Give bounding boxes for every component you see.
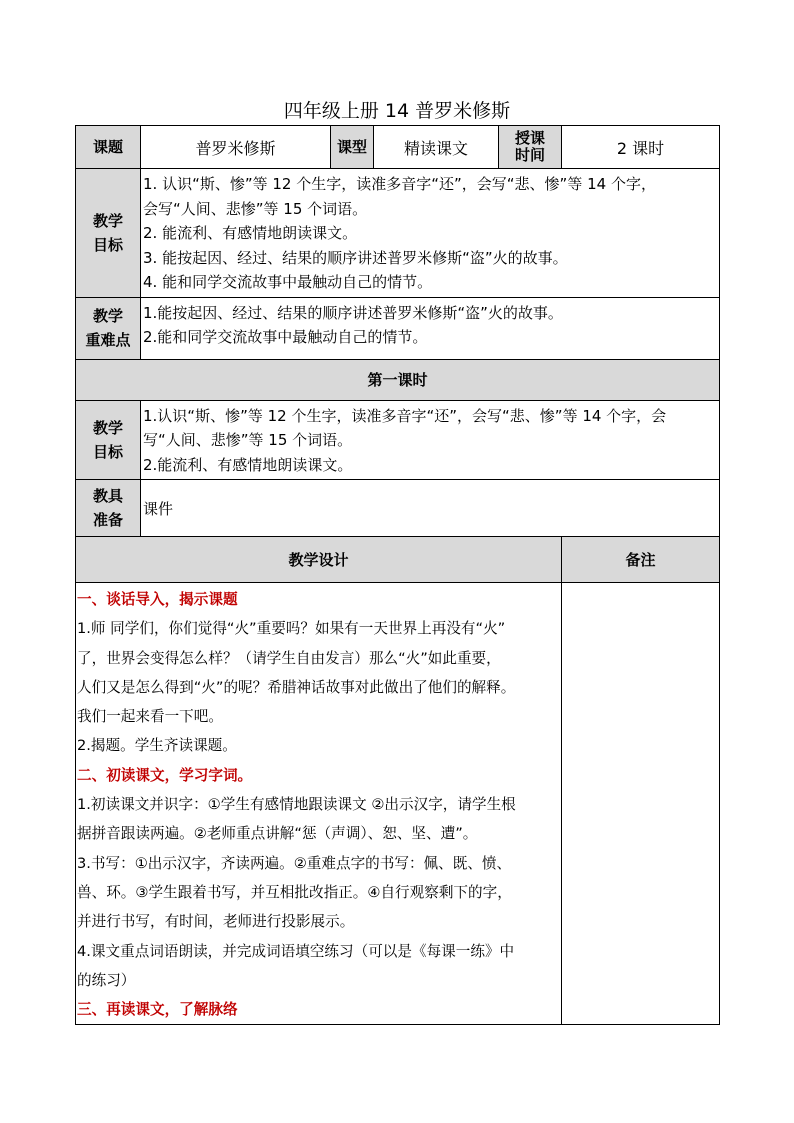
time-label <box>499 126 562 169</box>
design-line: 的练习） <box>77 971 136 989</box>
lesson1-title-row <box>76 359 720 400</box>
tools-label <box>76 480 141 537</box>
lesson1-goals-line: 写“人间、悲惨”等 15 个词语。 <box>143 431 353 449</box>
tools-value: 课件 <box>141 480 720 537</box>
design-section-heading: 一、谈话导入，揭示课题 <box>77 591 238 608</box>
key-points-label-line-1: 教学 <box>92 307 123 325</box>
type-value: 精读课文 <box>374 126 499 169</box>
design-line: 1.师 同学们，你们觉得“火”重要吗？如果有一天世界上再没有“火” <box>77 620 506 638</box>
design-content-row <box>76 583 720 1025</box>
design-line: 我们一起来看一下吧。 <box>77 708 223 726</box>
key-points-label <box>76 297 141 359</box>
lesson1-goals-row <box>76 400 720 480</box>
key-points-label-line-2: 重难点 <box>85 331 131 349</box>
goals-line: 1. 认识“斯、惨”等 12 个生字，读准多音字“还”，会写“悲、惨”等 14 个字， <box>143 175 656 193</box>
topic-value: 普罗米修斯 <box>141 126 331 169</box>
goals-label-line-1: 教学 <box>92 211 123 230</box>
lesson1-goals-label-line-2: 目标 <box>92 442 123 461</box>
design-line: 1.初读课文并识字：①学生有感情地跟读课文 ②出示汉字，请学生根 <box>77 796 516 814</box>
goals-content <box>141 169 720 298</box>
lesson-plan-table <box>75 125 720 1025</box>
time-label-line-1: 授课 <box>514 129 545 147</box>
topic-label: 课题 <box>76 126 141 169</box>
design-header-row <box>76 537 720 583</box>
design-line: 并进行书写，有时间，老师进行投影展示。 <box>77 913 355 931</box>
design-section-heading: 二、初读课文，学习字词。 <box>77 766 253 784</box>
key-points-line: 1.能按起因、经过、结果的顺序讲述普罗米修斯“盗”火的故事。 <box>143 303 563 322</box>
goals-line: 会写“人间、悲惨”等 15 个词语。 <box>143 199 368 218</box>
page-title: 四年级上册 14 普罗米修斯 <box>283 100 511 122</box>
design-line: 据拼音跟读两遍。②老师重点讲解“惩（声调）、恕、坚、遭”。 <box>77 825 478 843</box>
lesson1-goals-content <box>141 400 720 480</box>
lesson1-goals-label <box>76 400 141 480</box>
key-points-row <box>76 297 720 359</box>
goals-line: 2. 能流利、有感情地朗读课文。 <box>143 224 358 242</box>
key-points-line: 2.能和同学交流故事中最触动自己的情节。 <box>143 328 428 346</box>
design-line: 了，世界会变得怎么样？（请学生自由发言）那么“火”如此重要， <box>77 649 501 667</box>
lesson1-goals-label-line-1: 教学 <box>92 418 123 437</box>
goals-label <box>76 169 141 298</box>
design-section-heading: 三、再读课文，了解脉络 <box>77 1001 238 1019</box>
header-row <box>76 126 720 169</box>
tools-row <box>76 480 720 537</box>
goals-label-line-2: 目标 <box>92 235 123 254</box>
goals-line: 3. 能按起因、经过、结果的顺序讲述普罗米修斯“盗”火的故事。 <box>143 248 568 267</box>
tools-label-line-1: 教具 <box>92 487 123 505</box>
lesson1-goals-line: 2.能流利、有感情地朗读课文。 <box>143 455 353 474</box>
lesson1-goals-line: 1.认识“斯、惨”等 12 个生字，读准多音字“还”，会写“悲、惨”等 14 个字，会 <box>143 406 667 425</box>
key-points-content <box>141 297 720 359</box>
design-line: 兽、环。③学生跟着书写，并互相批改指正。④自行观察剩下的字， <box>77 883 512 901</box>
design-line: 3.书写：①出示汉字，齐读两遍。②重难点字的书写：佩、既、愤、 <box>77 854 512 872</box>
time-label-line-2: 时间 <box>514 146 545 164</box>
lesson1-title: 第一课时 <box>76 359 720 400</box>
goals-row <box>76 169 720 298</box>
time-value: 2 课时 <box>562 126 720 169</box>
goals-line: 4. 能和同学交流故事中最触动自己的情节。 <box>143 273 433 291</box>
design-line: 人们又是怎么得到“火”的呢？希腊神话故事对此做出了他们的解释。 <box>77 678 516 696</box>
design-header: 教学设计 <box>76 537 562 583</box>
type-label: 课型 <box>331 126 374 169</box>
design-line: 4.课文重点词语朗读，并完成词语填空练习（可以是《每课一练》中 <box>77 942 515 960</box>
notes-header: 备注 <box>562 537 720 583</box>
tools-label-line-2: 准备 <box>92 511 123 529</box>
design-content <box>76 583 562 1025</box>
design-line: 2.揭题。学生齐读课题。 <box>77 737 237 755</box>
notes-content <box>562 583 720 1025</box>
